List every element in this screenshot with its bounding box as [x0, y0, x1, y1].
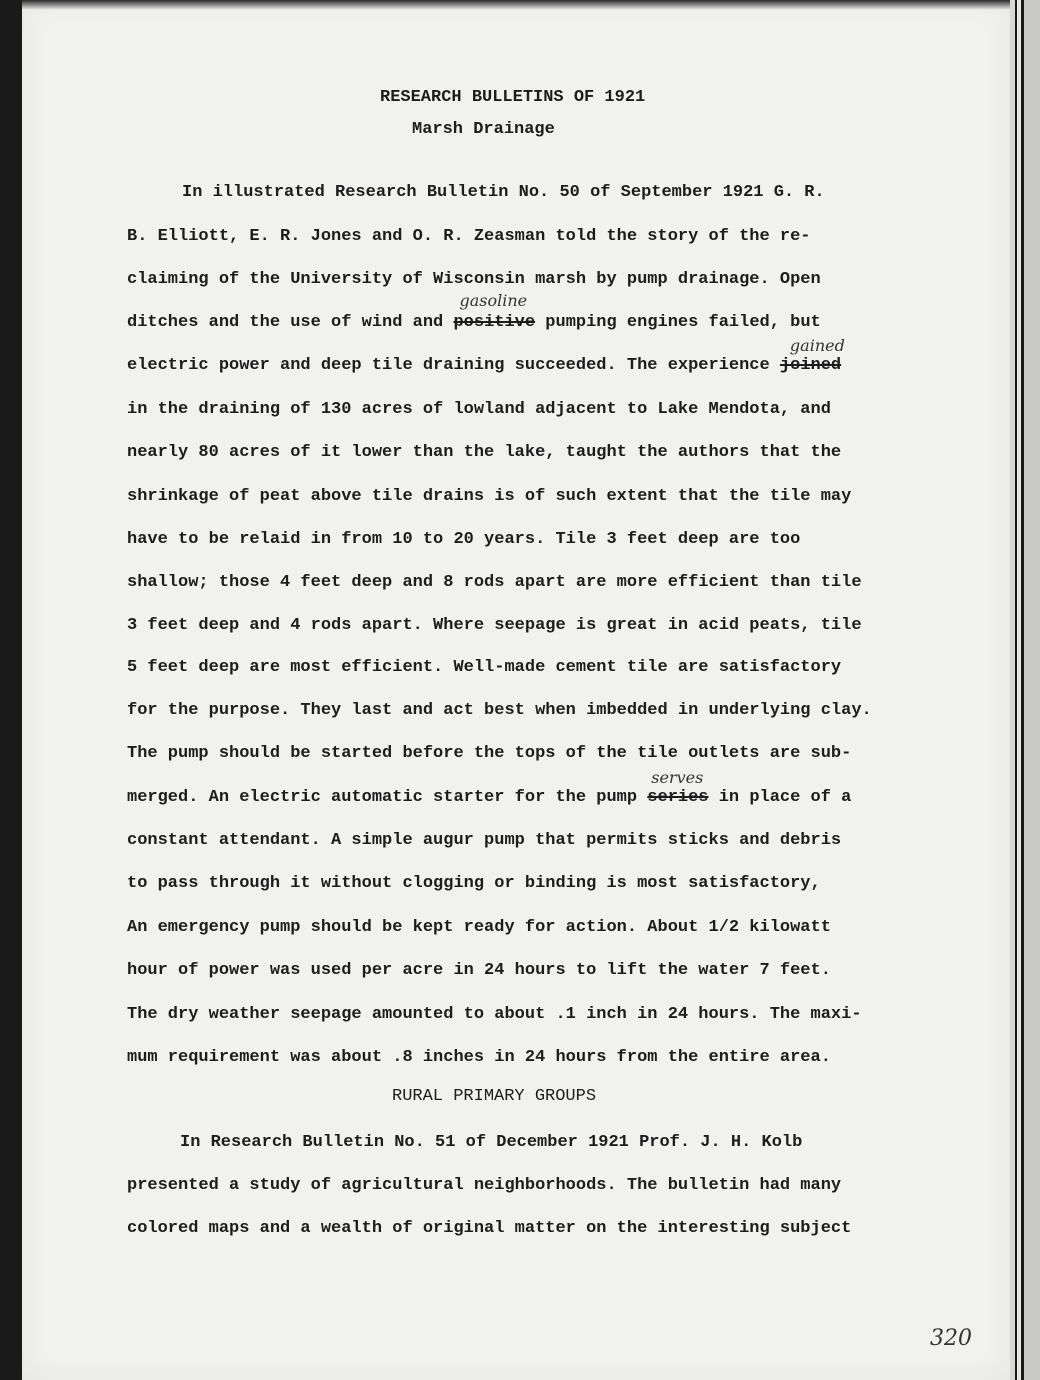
- struck-word: positive: [453, 313, 536, 332]
- text-segment: ditches and the use of wind and: [127, 313, 444, 332]
- handwritten-insert: gained: [789, 336, 845, 355]
- struck-word: joined: [779, 356, 842, 375]
- text-line: constant attendant. A simple augur pump that permits sticks and debris: [127, 831, 842, 850]
- text-segment: pumping engines failed, but: [545, 313, 821, 332]
- text-line: for the purpose. They last and act best when imbedded in underlying clay.: [127, 701, 872, 720]
- section-heading: RURAL PRIMARY GROUPS: [392, 1087, 597, 1106]
- page-edge: [1017, 0, 1021, 1380]
- text-line: to pass through it without clogging or binding is most satisfactory,: [127, 874, 821, 893]
- text-line: 3 feet deep and 4 rods apart. Where seepage is great in acid peats, tile: [127, 616, 862, 635]
- text-line: nearly 80 acres of it lower than the lake, taught the authors that the: [127, 443, 842, 462]
- page-edge: [1024, 0, 1040, 1380]
- text-line: shallow; those 4 feet deep and 8 rods apart are more efficient than tile: [127, 573, 862, 592]
- handwritten-insert: gasoline: [459, 291, 528, 310]
- page-number: 320: [930, 1326, 972, 1351]
- text-line: The dry weather seepage amounted to about .1 inch in 24 hours. The maxi-: [127, 1005, 862, 1024]
- handwritten-insert: serves: [651, 768, 704, 787]
- text-line: In illustrated Research Bulletin No. 50 of September 1921 G. R.: [182, 183, 825, 202]
- text-line: have to be relaid in from 10 to 20 years. Tile 3 feet deep are too: [127, 530, 801, 549]
- text-line: in the draining of 130 acres of lowland adjacent to Lake Mendota, and: [127, 400, 831, 419]
- page-subtitle: Marsh Drainage: [412, 120, 555, 139]
- text-line: colored maps and a wealth of original matter on the interesting subject: [127, 1219, 852, 1238]
- text-line-with-correction: [127, 768, 852, 807]
- text-line: The pump should be started before the tops of the tile outlets are sub-: [127, 744, 852, 763]
- text-segment: merged. An electric automatic starter for the pump: [127, 788, 638, 807]
- correction-gasoline: [453, 291, 536, 332]
- text-line: 5 feet deep are most efficient. Well-made cement tile are satisfactory: [127, 658, 842, 677]
- text-line: mum requirement was about .8 inches in 24 hours from the entire area.: [127, 1048, 831, 1067]
- text-line: An emergency pump should be kept ready for action. About 1/2 kilowatt: [127, 918, 831, 937]
- document-page: [22, 0, 1010, 1380]
- correction-gained: [779, 336, 845, 375]
- text-segment: electric power and deep tile draining succeeded. The experience: [127, 356, 770, 375]
- text-line: shrinkage of peat above tile drains is of such extent that the tile may: [127, 487, 852, 506]
- text-line: hour of power was used per acre in 24 hours to lift the water 7 feet.: [127, 961, 831, 980]
- text-line: B. Elliott, E. R. Jones and O. R. Zeasman told the story of the re-: [127, 227, 811, 246]
- text-line-with-correction: [127, 336, 845, 375]
- page-edge: [1010, 0, 1015, 1380]
- correction-serves: [647, 768, 709, 807]
- text-segment: in place of a: [718, 788, 852, 807]
- text-line: presented a study of agricultural neighborhoods. The bulletin had many: [127, 1176, 842, 1195]
- text-line-with-correction: [127, 291, 821, 332]
- scan-top-shadow: [22, 0, 1010, 10]
- text-line: claiming of the University of Wisconsin marsh by pump drainage. Open: [127, 270, 821, 289]
- struck-word: series: [647, 788, 709, 807]
- text-line: In Research Bulletin No. 51 of December 1921 Prof. J. H. Kolb: [180, 1133, 803, 1152]
- page-title: RESEARCH BULLETINS OF 1921: [380, 88, 646, 107]
